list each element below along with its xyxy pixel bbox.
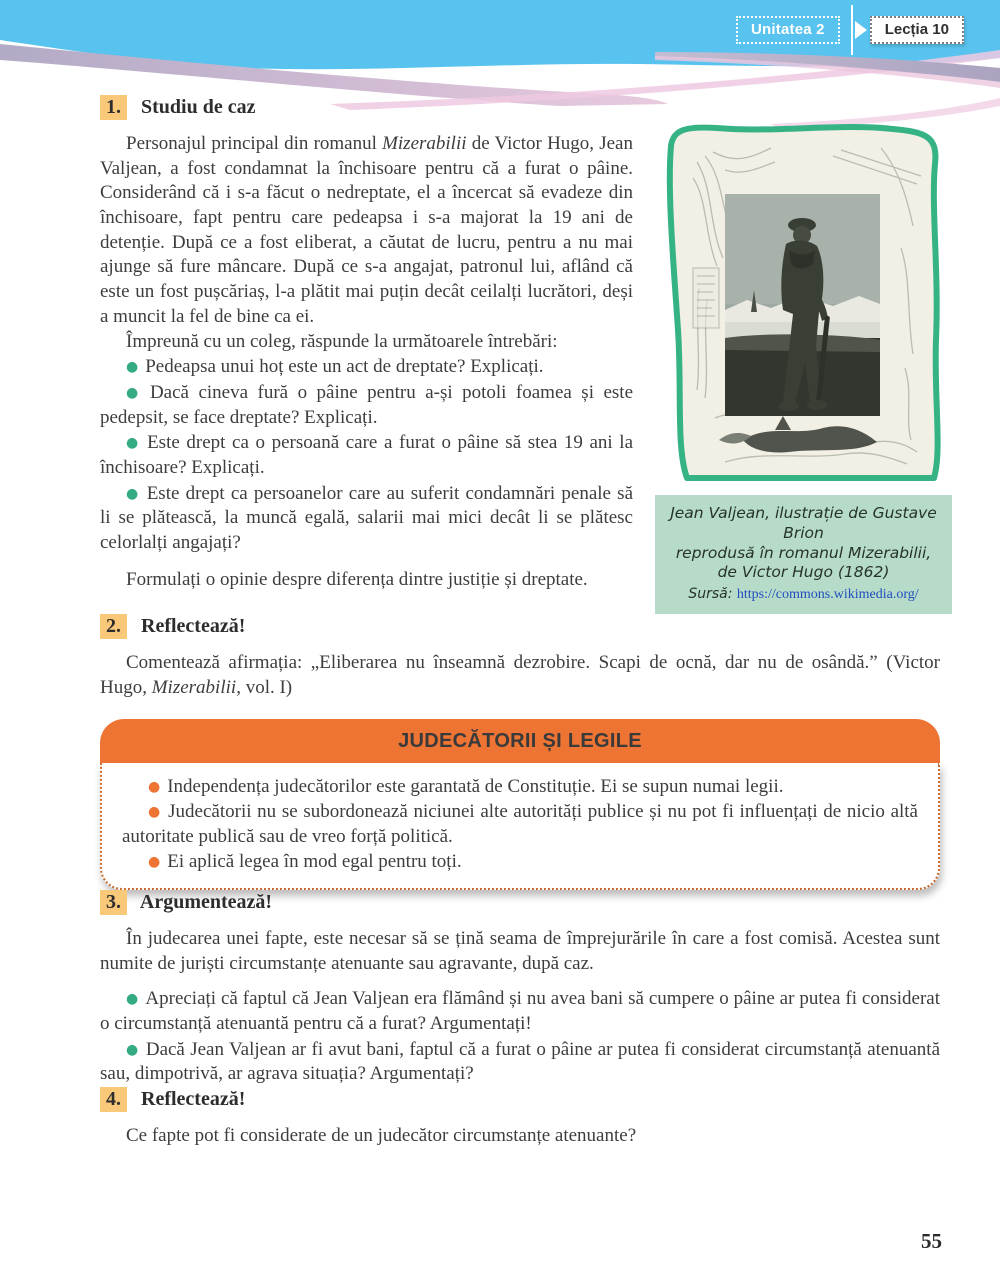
reflect-question-paragraph: Ce fapte pot fi considerate de un judecător circumstanțe atenuante? (126, 1125, 637, 1147)
case-study-column (100, 95, 633, 614)
figure-column (655, 95, 952, 614)
lesson-badge: Lecția 10 (870, 16, 964, 44)
list-item: ● Dacă Jean Valjean ar fi avut bani, faptul că a furat o pâine ar putea fi considerat circumstanță atenuantă sau, dimpotrivă, ar agrava situația? Argumentați? (100, 1037, 940, 1087)
bullet-icon (148, 800, 168, 822)
bullet-icon (126, 355, 145, 377)
bullet-icon (126, 1038, 146, 1060)
reflect-quote-paragraph: Comentează afirmația: „Eliberarea nu înseamnă dezrobire. Scapi de ocnă, dar nu de osândă.” (Victor Hugo, Mizerabilii, vol. I) (100, 652, 940, 698)
bullet-icon (126, 431, 147, 453)
unit-badge: Unitatea 2 (736, 16, 840, 44)
figure-caption (655, 495, 952, 614)
section-1-heading (100, 95, 633, 119)
source-label: Sursă: (688, 586, 733, 603)
bullet-icon (126, 987, 145, 1009)
section-2-title: Reflectează! (141, 615, 246, 638)
caption-line: de Victor Hugo (1862) (717, 563, 890, 582)
jean-valjean-figure (655, 118, 952, 614)
page-number: 55 (921, 1229, 942, 1253)
case-study-instruction: Împreună cu un coleg, răspunde la următoarele întrebări: (126, 330, 558, 352)
section-4-title: Reflectează! (141, 1088, 246, 1111)
list-item: ● Judecătorii nu se subordonează niciunei alte autorități publice și nu pot fi influențați de nicio altă autoritate publică sau de vreo forță politică. (122, 799, 918, 849)
breadcrumb-arrow-icon (840, 13, 870, 47)
section-3-title: Argumentează! (139, 890, 273, 913)
section-2-number: 2. (100, 614, 127, 639)
caption-line: reprodusă în romanul Mizerabilii, (675, 543, 932, 562)
jean-valjean-illustration (655, 118, 952, 490)
case-study-paragraph: Personajul principal din romanul Mizerabilii de Victor Hugo, Jean Valjean, a fost condamnat la închisoare pentru că a furat o pâine. Considerând că i s-a făcut o nedreptate, el a încercat să evadeze din închisoare, fapt pentru care pedeapsa i s-a majorat la 19 ani de detenție. După ce a fost eliberat, a căutat de lucru, pentru a nu mai ajunge să fure mâncare. După ce s-a angajat, patronul lui, aflând că este un fost pușcăriaș, l-a plătit mai puțin decât ceilalți lucrători, deși a muncit la fel de bine ca ei. (100, 133, 633, 327)
case-study-closing: Formulați o opinie despre diferența dintre justiție și dreptate. (126, 568, 588, 590)
list-item: ● Independența judecătorilor este garantată de Constituție. Ei se supun numai legii. (122, 774, 918, 799)
list-item: ● Ei aplică legea în mod egal pentru toți. (122, 849, 918, 874)
section-1-number: 1. (100, 95, 127, 120)
section-4-number: 4. (100, 1087, 127, 1112)
bullet-icon (126, 482, 147, 504)
section-2-heading (100, 614, 940, 638)
breadcrumb (736, 13, 964, 47)
argue-bullets (100, 986, 940, 1087)
law-infobox (100, 719, 940, 890)
bullet-icon (126, 381, 150, 403)
figure-source (661, 586, 946, 604)
section-4-heading (100, 1087, 940, 1111)
caption-line: Jean Valjean, ilustrație de Gustave Brion (670, 504, 937, 542)
list-item: ● Este drept ca o persoană care a furat o pâine să stea 19 ani la închisoare? Explicați. (100, 430, 633, 480)
list-item: ● Pedeapsa unui hoț este un act de dreptate? Explicați. (100, 354, 633, 380)
bullet-icon (148, 850, 167, 872)
list-item: ● Apreciați că faptul că Jean Valjean era flămând și nu avea bani să cumpere o pâine ar putea fi considerat o circumstanță atenuantă pentru că a furat? Argumentați! (100, 986, 940, 1036)
infobox-body (100, 763, 940, 890)
list-item: ● Este drept ca persoanelor care au suferit condamnări penale să li se plătească, la muncă egală, salarii mai mici decât li se plătesc celorlalți angajați? (100, 481, 633, 556)
section-3-number: 3. (100, 890, 127, 915)
book-title-italic: Mizerabilii (382, 133, 467, 154)
section-1-title: Studiu de caz (141, 96, 256, 118)
list-item: ● Dacă cineva fură o pâine pentru a-și potoli foamea și este pedepsit, se face dreptate? Explicați. (100, 380, 633, 430)
bullet-icon (148, 775, 167, 797)
section-3-heading (100, 890, 940, 914)
source-link[interactable]: https://commons.wikimedia.org/ (736, 587, 919, 603)
infobox-title: JUDECĂTORII ȘI LEGILE (100, 719, 940, 763)
book-title-italic: Mizerabilii (151, 676, 237, 698)
argue-intro-paragraph: În judecarea unei fapte, este necesar să se țină seama de împrejurările în care a fost comisă. Acestea sunt numite de juriști circumstanțe atenuante sau agravante, după caz. (100, 927, 940, 974)
